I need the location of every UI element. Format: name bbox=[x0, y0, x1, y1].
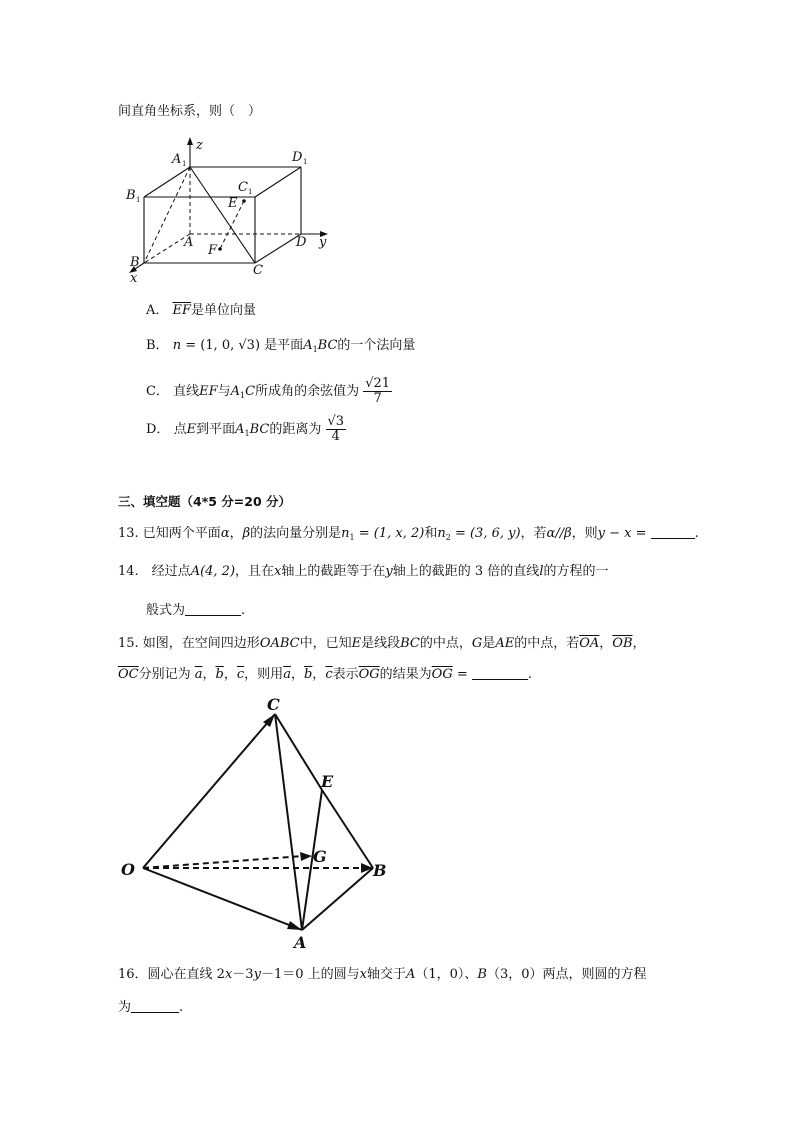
arrow-OG bbox=[300, 852, 312, 861]
option-text-3: 所成角的余弦值为 bbox=[255, 384, 360, 399]
option-text-2: 与 bbox=[217, 384, 231, 399]
fraction-numerator: √21 bbox=[365, 376, 391, 391]
q13-and: 和 bbox=[424, 526, 438, 541]
q13-n1-sub: 1 bbox=[349, 533, 355, 542]
q15-text-6: 的中点，若 bbox=[514, 636, 580, 651]
q14-x: x bbox=[274, 564, 282, 579]
q14-text: 14. 经过点 bbox=[118, 564, 191, 579]
vector-EF: $\overline{EF}$ bbox=[172, 303, 192, 318]
label-C: C bbox=[267, 695, 280, 714]
fraction-denominator: 7 bbox=[373, 391, 382, 406]
q15-G: G bbox=[471, 636, 483, 651]
q13-alpha: α bbox=[220, 526, 230, 541]
q13-n2-value: = (3, 6, y) bbox=[450, 526, 521, 541]
q13-n2: n bbox=[437, 526, 446, 541]
vector-value: (1, 0, √3) bbox=[200, 338, 261, 353]
fraction-distance bbox=[326, 415, 347, 444]
option-text: 点 bbox=[173, 422, 187, 437]
option-c[interactable] bbox=[146, 374, 392, 414]
q16-end: . bbox=[179, 1000, 184, 1015]
vector-OG bbox=[143, 856, 303, 868]
q13-n1-value: = (1, x, 2) bbox=[354, 526, 425, 541]
edge-OC bbox=[143, 714, 275, 868]
q16-text-3: －1＝0 上的圆与 bbox=[260, 967, 360, 982]
q14-text-2: ，且在 bbox=[235, 564, 275, 579]
q15-vector-b: $\overline{b}$ bbox=[215, 667, 224, 682]
q15-text-8: ，则用 bbox=[244, 667, 284, 682]
q13-end: . bbox=[694, 526, 699, 541]
figure-box-coordinates bbox=[120, 135, 340, 285]
edge-D1C1 bbox=[255, 167, 301, 197]
label-C: C bbox=[253, 263, 263, 278]
label-E: E bbox=[228, 196, 238, 211]
label-E: E bbox=[321, 772, 334, 791]
q15-vector-b-2: $\overline{b}$ bbox=[303, 667, 313, 682]
option-text: 是平面 bbox=[264, 338, 304, 353]
q16-x-2: x bbox=[359, 967, 367, 982]
q13-n1: n bbox=[341, 526, 350, 541]
label-A: A bbox=[294, 933, 307, 952]
q13-text-4: ，则 bbox=[571, 526, 598, 541]
line-A1C: A bbox=[230, 384, 241, 399]
point-name: E bbox=[186, 422, 197, 437]
label-B: B bbox=[373, 861, 387, 880]
label-A: A bbox=[184, 235, 194, 250]
option-a[interactable] bbox=[146, 302, 256, 320]
plane-subscript: 1 bbox=[312, 345, 318, 354]
q15-sep-2: ， bbox=[632, 636, 646, 651]
question-13 bbox=[118, 525, 699, 547]
option-letter: D． bbox=[146, 422, 170, 437]
label-x: x bbox=[130, 271, 138, 285]
q16-text-2: －3 bbox=[232, 967, 254, 982]
label-B: B bbox=[130, 255, 140, 270]
label-y: y bbox=[319, 235, 327, 250]
edge-CD bbox=[255, 234, 301, 263]
q15-shape: OABC bbox=[259, 636, 300, 651]
fraction-cos bbox=[363, 377, 392, 406]
q16-text: 16．圆心在直线 2 bbox=[118, 967, 225, 982]
question-15-cont: $\overline{OC}$分别记为 $\overline{a}$，$\overline{b}$，$\overline{c}$，则用$\overline{a}$，$\overline{b}$，$\overline{c}$表示$\overline{OG}$的结果为$\overline{OG}$ = . bbox=[118, 667, 533, 682]
edge-CE bbox=[275, 714, 322, 790]
figure-tetrahedron bbox=[115, 690, 415, 955]
q15-sep: ， bbox=[599, 636, 613, 651]
question-15 bbox=[118, 635, 646, 653]
plane-rest: BC bbox=[317, 338, 338, 353]
q14-l: l bbox=[539, 564, 544, 579]
option-letter: B． bbox=[146, 338, 169, 353]
arrow-OA bbox=[287, 921, 302, 930]
question-16 bbox=[118, 966, 647, 984]
label-D1: D bbox=[292, 150, 303, 165]
q16-text-6: （3，0）两点，则圆的方程 bbox=[486, 967, 647, 982]
q15-text-5: 是 bbox=[482, 636, 496, 651]
q16-x: x bbox=[224, 967, 233, 982]
q15-text: 15. 如图，在空间四边形 bbox=[118, 636, 260, 651]
q15-text-10: 的结果为 bbox=[379, 667, 432, 682]
q14-point: A(4, 2) bbox=[190, 564, 236, 579]
line-subscript: 1 bbox=[240, 391, 246, 400]
q13-comma: ， bbox=[229, 526, 243, 541]
q14-answer-blank[interactable] bbox=[185, 602, 241, 616]
q15-vector-a: $\overline{a}$ bbox=[194, 667, 203, 682]
point-E bbox=[242, 199, 246, 203]
q15-text-2: 中，已知 bbox=[299, 636, 352, 651]
option-text-3: 的距离为 bbox=[269, 422, 322, 437]
q15-vector-OB: $\overline{OB}$ bbox=[612, 636, 633, 651]
q13-expression: y − x = bbox=[597, 526, 651, 541]
q13-text: 13. 已知两个平面 bbox=[118, 526, 221, 541]
q15-text-3: 是线段 bbox=[361, 636, 401, 651]
q15-text-4: 的中点， bbox=[419, 636, 472, 651]
label-A1: A bbox=[172, 152, 182, 167]
q13-text-2: 的法向量分别是 bbox=[250, 526, 342, 541]
option-letter: C． bbox=[146, 384, 169, 399]
option-text: 直线 bbox=[173, 384, 200, 399]
label-C1-sub: 1 bbox=[248, 188, 253, 196]
q15-text-7: 分别记为 bbox=[138, 667, 191, 682]
intro-text: 间直角坐标系，则（ ） bbox=[118, 104, 262, 119]
fraction-denominator: 4 bbox=[331, 429, 340, 444]
question-14 bbox=[118, 563, 609, 581]
q16-B: B bbox=[477, 967, 487, 982]
q14-y: y bbox=[385, 564, 393, 579]
q16-text-4: 轴交于 bbox=[366, 967, 406, 982]
q15-E: E bbox=[351, 636, 362, 651]
q13-n2-sub: 2 bbox=[445, 533, 451, 542]
equals: = bbox=[181, 338, 201, 353]
label-D: D bbox=[296, 235, 307, 250]
question-16-cont bbox=[118, 999, 183, 1017]
q16-text-7: 为 bbox=[118, 1000, 132, 1015]
option-d[interactable] bbox=[146, 412, 346, 452]
plane-name: A bbox=[303, 338, 313, 353]
q15-vector-OG: $\overline{OG}$ bbox=[358, 667, 380, 682]
q13-text-3: ，若 bbox=[520, 526, 547, 541]
edge-CA bbox=[275, 714, 302, 930]
label-F: F bbox=[208, 243, 218, 258]
q15-answer-blank[interactable] bbox=[472, 666, 528, 680]
q15-vector-c-2: $\overline{c}$ bbox=[325, 667, 333, 682]
edge-AB bbox=[302, 868, 373, 930]
q15-vector-a-2: $\overline{a}$ bbox=[283, 667, 291, 682]
line-EF: EF bbox=[199, 384, 218, 399]
label-B1-sub: 1 bbox=[136, 196, 141, 204]
q15-AE: AE bbox=[495, 636, 515, 651]
plane-subscript: 1 bbox=[244, 429, 250, 438]
q15-equals: = bbox=[452, 667, 472, 682]
option-text-2: 到平面 bbox=[196, 422, 236, 437]
q16-y: y bbox=[253, 967, 261, 982]
q15-BC: BC bbox=[400, 636, 420, 651]
label-C1: C bbox=[238, 180, 248, 195]
point-F bbox=[218, 247, 222, 251]
label-O: O bbox=[121, 860, 135, 879]
q15-text-9: 表示 bbox=[332, 667, 359, 682]
q16-text-5: （1，0）、 bbox=[415, 967, 478, 982]
question-14-cont bbox=[146, 602, 245, 620]
q15-vector-OG-2: $\overline{OG}$ bbox=[431, 667, 453, 682]
q16-A: A bbox=[405, 967, 416, 982]
q15-vector-c: $\overline{c}$ bbox=[236, 667, 245, 682]
label-A1-sub: 1 bbox=[182, 160, 187, 168]
label-B1: B bbox=[126, 188, 136, 203]
q16-answer-blank[interactable] bbox=[131, 999, 179, 1013]
fraction-numerator: √3 bbox=[327, 414, 345, 429]
q14-end: . bbox=[241, 603, 246, 618]
q14-text-4: 轴上的截距的 3 倍的直线 bbox=[392, 564, 540, 579]
option-letter: A． bbox=[146, 303, 169, 318]
q14-text-3: 轴上的截距等于在 bbox=[281, 564, 386, 579]
plane-rest: BC bbox=[249, 422, 270, 437]
q14-text-6: 般式为 bbox=[146, 603, 186, 618]
edge-EB bbox=[322, 790, 373, 868]
label-z: z bbox=[196, 138, 203, 153]
z-arrow bbox=[187, 137, 193, 145]
q13-answer-blank[interactable] bbox=[651, 525, 695, 539]
plane-name: A bbox=[235, 422, 245, 437]
line-rest: C bbox=[245, 384, 256, 399]
section-title: 三、填空题（4*5 分=20 分） bbox=[118, 494, 292, 509]
q13-beta: β bbox=[242, 526, 251, 541]
q15-vector-OC: $\overline{OC}$ bbox=[118, 667, 139, 682]
q14-text-5: 的方程的一 bbox=[543, 564, 609, 579]
label-G: G bbox=[313, 847, 327, 866]
q15-end: . bbox=[527, 667, 533, 682]
edge-OA bbox=[143, 868, 302, 930]
vector-n: n bbox=[172, 338, 182, 353]
option-text-2: 的一个法向量 bbox=[337, 338, 416, 353]
option-b[interactable] bbox=[146, 337, 415, 359]
option-text: 是单位向量 bbox=[191, 303, 257, 318]
q15-vector-OA: $\overline{OA}$ bbox=[579, 636, 600, 651]
label-D1-sub: 1 bbox=[303, 158, 308, 166]
q13-condition: α//β bbox=[546, 526, 572, 541]
